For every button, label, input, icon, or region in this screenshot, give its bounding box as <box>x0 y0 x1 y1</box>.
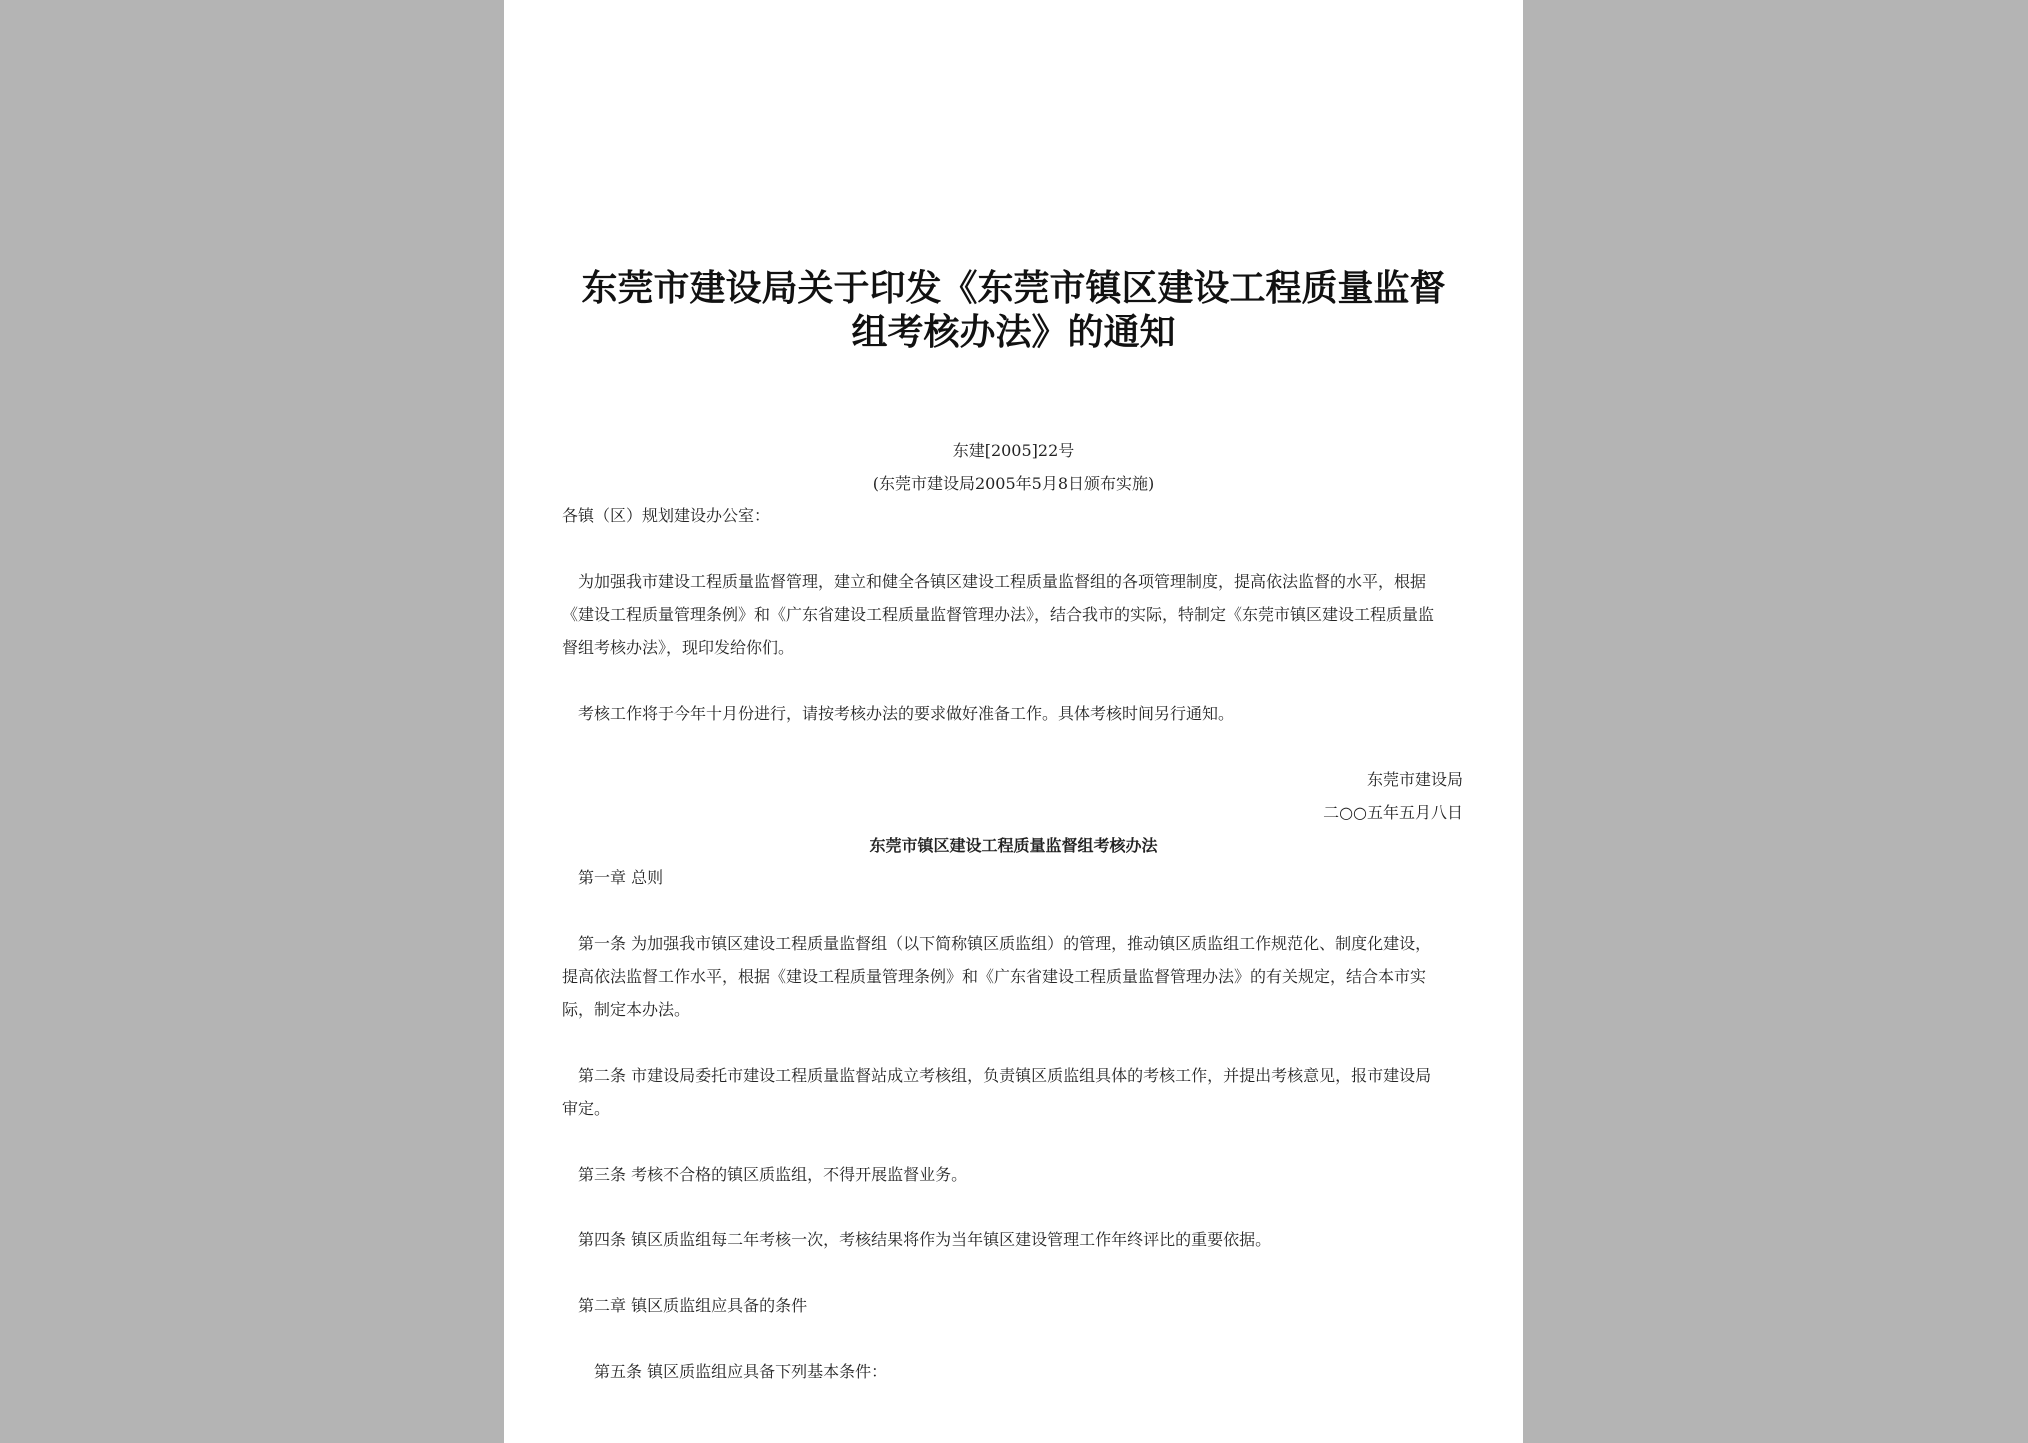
attachment-title: 东莞市镇区建设工程质量监督组考核办法 <box>869 836 1158 855</box>
signature-date: 二○○五年五月八日 <box>1323 803 1463 822</box>
article-2-line-1: 第二条 市建设局委托市建设工程质量监督站成立考核组，负责镇区质监组具体的考核工作，并提出考核意见，报市建设局 <box>578 1066 1432 1085</box>
article-3: 第三条 考核不合格的镇区质监组，不得开展监督业务。 <box>578 1165 968 1184</box>
article-2-line-2: 审定。 <box>562 1099 611 1118</box>
document-page <box>504 0 1523 1443</box>
paragraph-1-line-1: 为加强我市建设工程质量监督管理，建立和健全各镇区建设工程质量监督组的各项管理制度，提高依法监督的水平，根据 <box>578 572 1427 591</box>
chapter-1-heading: 第一章 总则 <box>578 868 664 887</box>
paragraph-1-line-3: 督组考核办法》，现印发给你们。 <box>562 638 795 657</box>
document-title-line-1: 东莞市建设局关于印发《东莞市镇区建设工程质量监督 <box>581 267 1446 309</box>
article-5: 第五条 镇区质监组应具备下列基本条件： <box>594 1362 888 1381</box>
salutation: 各镇（区）规划建设办公室： <box>562 506 771 525</box>
document-title-line-2: 组考核办法》的通知 <box>851 311 1176 353</box>
chapter-2-heading: 第二章 镇区质监组应具备的条件 <box>578 1296 808 1315</box>
document-number: 东建[2005]22号 <box>952 441 1075 460</box>
article-1-line-2: 提高依法监督工作水平，根据《建设工程质量管理条例》和《广东省建设工程质量监督管理办法》的有关规定，结合本市实 <box>562 967 1427 986</box>
article-1-line-3: 际，制定本办法。 <box>562 1000 691 1019</box>
issue-note: (东莞市建设局2005年5月8日颁布实施) <box>872 474 1155 493</box>
signature-organization: 东莞市建设局 <box>1366 770 1463 789</box>
paragraph-1-line-2: 《建设工程质量管理条例》和《广东省建设工程质量监督管理办法》，结合我市的实际，特制定《东莞市镇区建设工程质量监 <box>562 605 1435 624</box>
paragraph-2: 考核工作将于今年十月份进行，请按考核办法的要求做好准备工作。具体考核时间另行通知。 <box>578 704 1235 723</box>
article-4: 第四条 镇区质监组每二年考核一次，考核结果将作为当年镇区建设管理工作年终评比的重要依据。 <box>578 1230 1272 1249</box>
article-1-line-1: 第一条 为加强我市镇区建设工程质量监督组（以下简称镇区质监组）的管理，推动镇区质监组工作规范化、制度化建设， <box>578 934 1432 953</box>
